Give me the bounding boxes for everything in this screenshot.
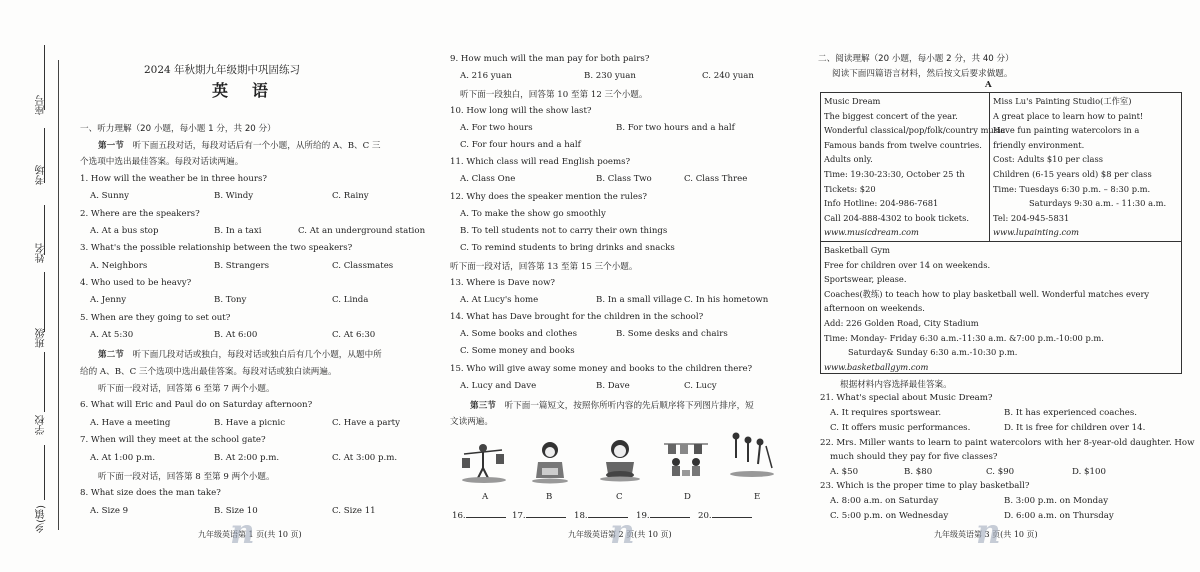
gym-line: Free for children over 14 on weekends. [824,259,991,270]
gym-line: Time: Monday- Friday 6:30 a.m.-11:30 a.m. &7:00 p.m.-10:00 p.m. [824,332,1104,343]
option-b: B. Windy [214,191,254,201]
music-website: www.musicdream.com [824,227,919,238]
part3-heading: 第三节 [470,401,496,411]
option-c: C. Have a party [332,418,400,428]
painting-line: A great place to learn how to paint! [993,110,1144,121]
option-c: C. $90 [986,467,1015,477]
question-22-line2: much should they pay for five classes? [830,452,998,462]
watermark-logo: n [610,512,635,552]
page-3-footer: 九年级英语第 3 页(共 10 页) [934,530,1038,539]
choose-intro: 根据材料内容选择最佳答案。 [840,380,952,390]
question-12: 12. Why does the speaker mention the rules? [450,192,648,202]
part1-intro-line1 [98,139,381,151]
painting-line: Cost: Adults $10 per class [993,154,1103,165]
binding-margin [0,0,68,572]
option-a: A. Neighbors [90,261,148,271]
field-line-school [44,352,45,412]
page-1-footer: 九年级英语第 1 页(共 10 页) [198,530,302,539]
question-14: 14. What has Dave brought for the children in the school? [450,312,704,322]
question-21-options-cd [820,423,1190,435]
gym-line: Sportswear, please. [824,274,907,285]
option-a: A. $50 [830,467,859,477]
option-c: C. Classmates [332,261,394,271]
part3-text2: 文读两遍。 [450,417,493,427]
option-d: D. It is free for children over 14. [1004,423,1146,433]
painting-line: Tel: 204-945-5831 [993,212,1070,223]
music-line: Wonderful classical/pop/folk/country music [824,125,1006,136]
gym-website: www.basketballgym.com [824,361,929,372]
option-b: B. Tony [214,295,247,305]
question-11: 11. Which class will read English poems? [450,157,631,167]
listen-instruction-6-7: 听下面一段对话，回答第 6 至第 7 两个小题。 [98,384,275,394]
option-a: A. Sunny [90,191,130,201]
blank-line[interactable] [466,510,506,518]
question-22-line1: 22. Mrs. Miller wants to learn to paint watercolors with her 8-year-old daughter. How [820,438,1195,448]
part2-text1: 听下面几段对话或独白，每段对话或独白后有几个小题，从题中所 [132,350,382,360]
gym-line: afternoon on weekends. [824,303,925,314]
option-a: A. Class One [460,174,516,184]
music-line: Adults only. [824,154,873,165]
option-b: B. Dave [596,381,630,391]
blank-line[interactable] [650,510,690,518]
picture-e-planting [728,428,776,472]
picture-b-child-reading [526,440,574,484]
field-school-label: 学校 [36,415,47,435]
question-10: 10. How long will the show last? [450,106,592,116]
field-name-label: 姓名 [36,243,47,263]
field-room-label: 考场 [36,165,47,185]
option-a: A. Some books and clothes [460,329,578,339]
option-a: A. At a bus stop [90,226,159,236]
page-2 [450,0,790,572]
part3-text1: 听下面一篇短文，按照你所听内容的先后顺序将下列图片排序，短 [504,401,754,411]
question-5: 5. When are they going to set out? [80,313,231,323]
part3-intro-line1 [470,399,754,411]
option-c: C. For four hours and a half [460,140,581,150]
option-c: C. Size 11 [332,506,376,516]
option-c: C. Class Three [684,174,748,184]
binding-line [58,60,59,530]
option-b: B. To tell students not to carry their own things [460,226,668,236]
option-b: B. Strangers [214,261,269,271]
option-d: D. 6:00 a.m. on Thursday [1004,511,1114,521]
watermark-logo: n [230,512,255,552]
question-9-options [450,71,790,83]
picture-label-c: C [616,492,623,502]
option-b: B. Size 10 [214,506,258,516]
question-13-options [450,295,790,307]
option-c: C. At an underground station [298,226,426,236]
blank-number: 18. [574,511,588,521]
question-4: 4. Who used to be heavy? [80,278,192,288]
option-b: B. 3:00 p.m. on Monday [1004,496,1109,506]
option-a: A. At 1:00 p.m. [90,453,156,463]
option-a: A. Lucy and Dave [460,381,537,391]
option-a: A. Size 9 [90,506,129,516]
question-3-options [80,261,420,273]
question-1-options [80,191,420,203]
music-line: Time: 19:30-23:30, October 25 th [824,168,965,179]
answer-blank-19[interactable] [636,510,690,521]
part1-text1: 听下面五段对话，每段对话后有一个小题，从所给的 A、B、C 三 [132,141,381,151]
blank-number: 20. [698,511,712,521]
gym-line: Coaches(教练) to teach how to play basketball well. Wonderful matches every [824,288,1150,299]
painting-line: Have fun painting watercolors in a [993,125,1140,136]
question-15-options [450,381,790,393]
question-4-options [80,295,420,307]
field-seat-label: 座号 [36,95,47,115]
question-13: 13. Where is Dave now? [450,278,556,288]
option-c: C. Linda [332,295,369,305]
page-2-footer: 九年级英语第 2 页(共 10 页) [568,530,672,539]
option-a: A. At 5:30 [90,330,134,340]
painting-website: www.lupainting.com [993,227,1079,238]
gym-line: Saturday& Sunday 6:30 a.m.-10:30 p.m. [848,347,1018,358]
option-b: B. $80 [904,467,933,477]
option-c: C. 5:00 p.m. on Wednesday [830,511,949,521]
picture-label-b: B [546,492,553,502]
picture-label-e: E [754,492,761,502]
page-1 [80,0,426,572]
option-a: A. 8:00 a.m. on Saturday [830,496,939,506]
option-c: C. Lucy [684,381,717,391]
option-c: C. 240 yuan [702,71,754,81]
option-b: B. In a taxi [214,226,262,236]
option-b: B. Have a picnic [214,418,286,428]
blank-number: 16. [452,511,466,521]
music-line: The biggest concert of the year. [824,110,958,121]
page-3-questions [820,0,1195,572]
question-22-options [820,467,1190,479]
painting-line: Saturdays 9:30 a.m. - 11:30 a.m. [1029,198,1167,209]
question-21-options-ab [820,408,1190,420]
option-c: C. To remind students to bring drinks and snacks [460,243,675,253]
field-line-town [44,445,45,500]
music-line: Tickets: $20 [824,183,876,194]
blank-line[interactable] [712,510,752,518]
question-6: 6. What will Eric and Paul do on Saturday afternoon? [80,400,313,410]
option-c: C. In his hometown [684,295,769,305]
picture-label-d: D [684,492,691,502]
watermark-logo: n [976,512,1001,552]
option-a: A. 216 yuan [460,71,512,81]
picture-label-a: A [482,492,489,502]
painting-line: friendly environment. [993,139,1085,150]
subject-title: 英 语 [212,81,273,100]
field-class-label: 班级 [36,328,47,348]
question-21: 21. What's special about Music Dream? [820,393,993,403]
question-1: 1. How will the weather be in three hours? [80,174,268,184]
option-a: A. For two hours [460,123,533,133]
question-9: 9. How much will the man pay for both pairs? [450,54,650,64]
blank-number: 19. [636,511,650,521]
question-23-options-cd [820,511,1190,523]
option-a: A. At Lucy's home [460,295,539,305]
option-c: C. At 6:30 [332,330,376,340]
painting-line: Children (6-15 years old) $8 per class [993,168,1152,179]
answer-blank-16[interactable] [452,510,506,521]
option-c: C. At 3:00 p.m. [332,453,398,463]
passage-label: A [985,80,992,90]
option-a: A. Jenny [90,295,127,305]
option-c: C. It offers music performances. [830,423,971,433]
question-7-options [80,453,420,465]
music-title: Music Dream [824,96,881,106]
field-town-label: 乡(镇) [36,505,47,533]
option-b: B. In a small village [596,295,683,305]
music-line: Famous bands from twelve countries. [824,139,982,150]
music-line: Call 204-888-4302 to book tickets. [824,212,970,223]
option-b: B. Some desks and chairs [616,329,728,339]
question-2: 2. Where are the speakers? [80,209,200,219]
listen-instruction-8-9: 听下面一段对话，回答第 8 至第 9 两个小题。 [98,472,275,482]
option-c: C. Some money and books [460,346,575,356]
music-line: Info Hotline: 204-986-7681 [824,198,939,209]
part2-intro-line1 [98,348,382,360]
picture-c-cooking [596,438,644,482]
option-b: B. For two hours and a half [616,123,735,133]
blank-line[interactable] [526,510,566,518]
option-b: B. At 6:00 [214,330,258,340]
question-3: 3. What's the possible relationship between the two speakers? [80,243,353,253]
painting-line: Time: Tuesdays 6:30 p.m. – 8:30 p.m. [993,183,1151,194]
question-10-options [450,123,790,135]
painting-title: Miss Lu's Painting Studio(工作室) [993,96,1132,106]
question-2-options [80,226,426,238]
field-line-class [44,272,45,332]
question-14-options [450,329,790,341]
section2-intro: 阅读下面四篇语言材料，然后按文后要求做题。 [832,69,1013,79]
option-b: B. 230 yuan [584,71,636,81]
exam-title: 2024 年秋期九年级期中巩固练习 [144,64,301,76]
picture-d-laundry [662,438,710,482]
question-15: 15. Who will give away some money and books to the children there? [450,364,753,374]
picture-a-water-carrying [460,440,508,484]
option-a: A. Have a meeting [90,418,171,428]
question-7: 7. When will they meet at the school gate? [80,435,266,445]
option-d: D. $100 [1072,467,1106,477]
answer-blank-17[interactable] [512,510,566,521]
gym-title: Basketball Gym [824,245,890,255]
question-6-options [80,418,420,430]
part2-heading: 第二节 [98,350,124,360]
option-a: A. It requires sportswear. [830,408,942,418]
section2-heading: 二、阅读理解（20 小题，每小题 2 分，共 40 分） [818,54,1014,64]
part1-text2: 个选项中选出最佳答案。每段对话读两遍。 [80,157,244,167]
blank-number: 17. [512,511,526,521]
option-a: A. To make the show go smoothly [460,209,606,219]
part2-text2: 给的 A、B、C 三个选项中选出最佳答案。每段对话或独白读两遍。 [80,367,337,377]
question-5-options [80,330,420,342]
option-b: B. It has experienced coaches. [1004,408,1137,418]
option-c: C. Rainy [332,191,369,201]
question-8: 8. What size does the man take? [80,488,221,498]
part1-heading: 第一节 [98,141,124,151]
section1-heading: 一、听力理解（20 小题，每小题 1 分，共 20 分） [80,124,276,134]
option-b: B. Class Two [596,174,652,184]
answer-blank-20[interactable] [698,510,752,521]
option-b: B. At 2:00 p.m. [214,453,280,463]
question-23-options-ab [820,496,1190,508]
question-11-options [450,174,790,186]
gym-line: Add: 226 Golden Road, City Stadium [824,317,979,328]
listen-instruction-10-12: 听下面一段独白，回答第 10 至第 12 三个小题。 [460,90,648,100]
question-23: 23. Which is the proper time to play basketball? [820,481,1030,491]
listen-instruction-13-15: 听下面一段对话，回答第 13 至第 15 三个小题。 [450,262,638,272]
